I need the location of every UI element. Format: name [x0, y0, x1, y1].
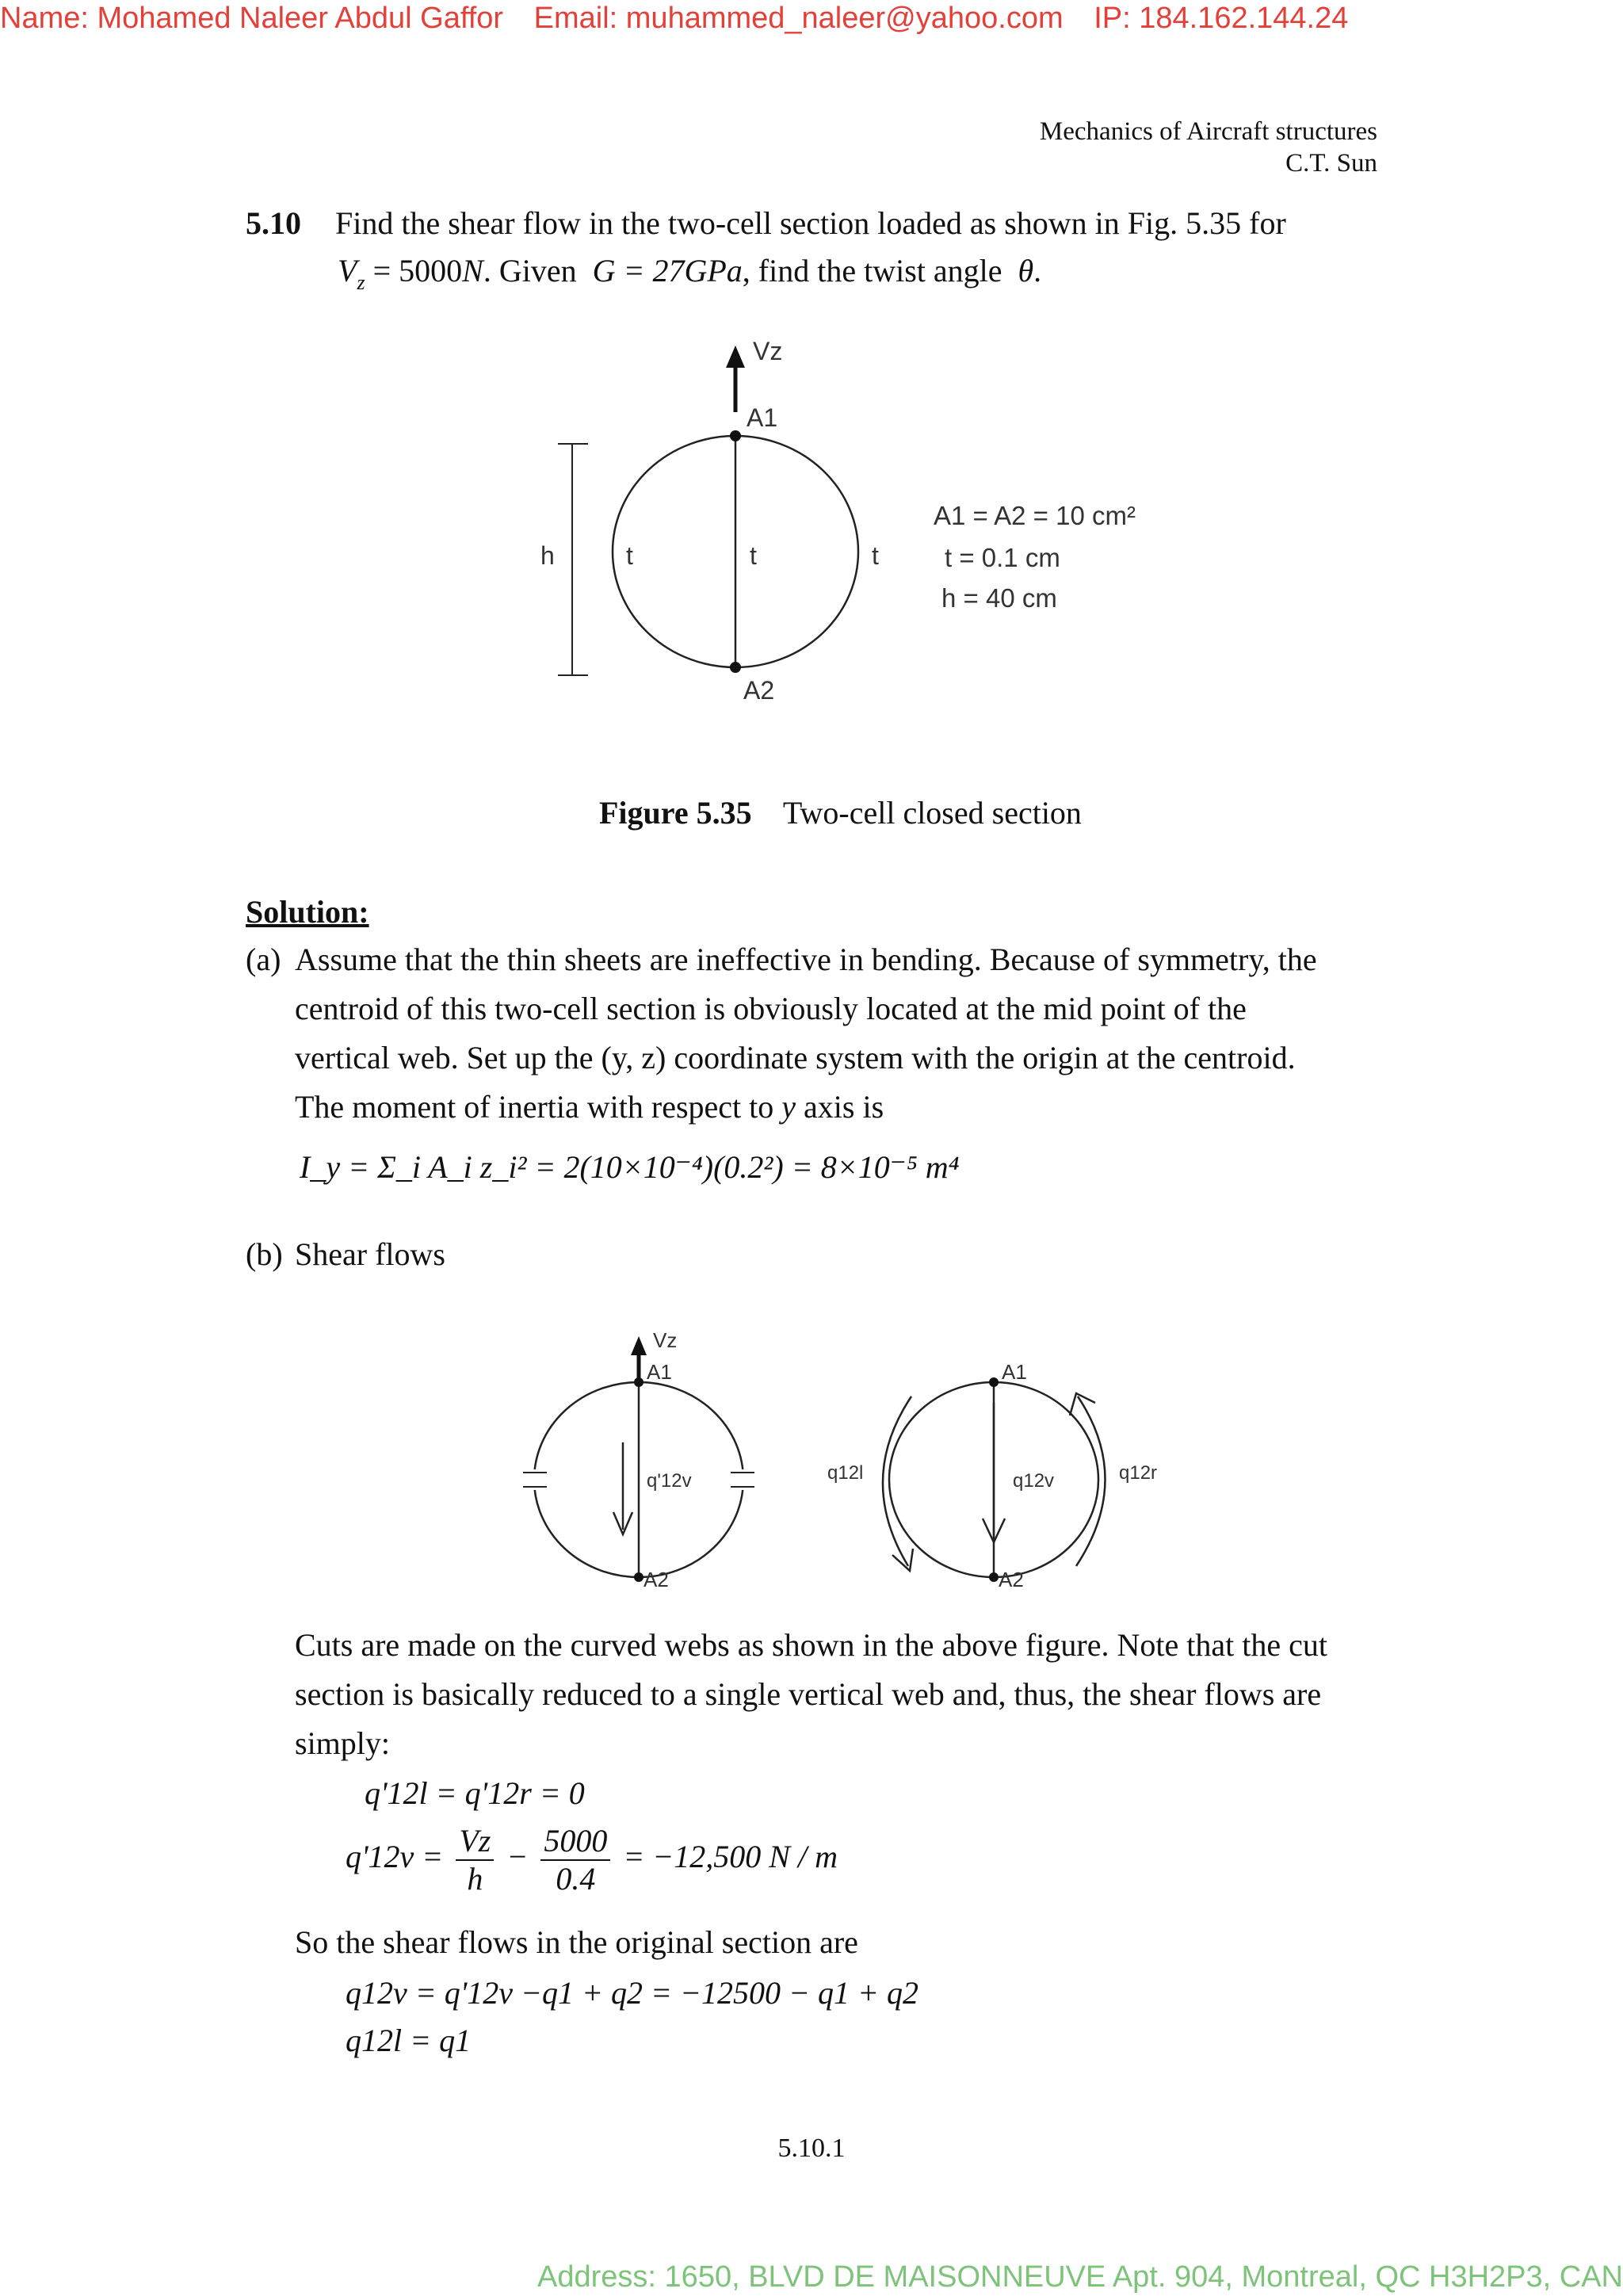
cuts-line3: simply:	[295, 1725, 391, 1761]
node-a1-label: A1	[747, 403, 778, 432]
equation-q12l: q12l = q1	[346, 2023, 472, 2058]
node-a2-label: A2	[643, 1568, 669, 1591]
load-arrow-head	[631, 1336, 647, 1355]
equation-web-flow: q'12v = $\frac{Vz}{h}$ − $\frac{5000}{0.4}$ = −12,500 N / m	[346, 1823, 838, 1897]
node-a1-label: A1	[1002, 1360, 1027, 1384]
original-section-line: So the shear flows in the original section are	[295, 1924, 858, 1960]
load-label: Vz	[653, 1328, 678, 1352]
part-a-line3: vertical web. Set up the (y, z) coordinate system with the origin at the centroid.	[295, 1040, 1296, 1075]
modulus-g: G = 27GPa	[592, 253, 743, 288]
boom-a1	[730, 430, 741, 441]
part-b-marker: (b)	[246, 1236, 283, 1272]
part-a-line4: The moment of inertia with respect to y axis is	[295, 1089, 884, 1125]
param-thickness: t = 0.1 cm	[945, 543, 1060, 572]
vz-value: = 5000	[372, 253, 463, 288]
node-a2-label: A2	[999, 1568, 1024, 1591]
book-title: Mechanics of Aircraft structures	[1039, 117, 1377, 146]
flow-arrow-right-cell	[1076, 1396, 1106, 1566]
page-number: 5.10.1	[777, 2134, 846, 2163]
q12l-label: q12l	[827, 1462, 864, 1484]
flow-arrow-left-cell	[883, 1396, 911, 1566]
node-a2-label: A2	[743, 676, 775, 705]
height-label: h	[540, 541, 555, 570]
cuts-line1: Cuts are made on the curved webs as shown in the above figure. Note that the cut	[295, 1627, 1327, 1663]
problem-line2: $V_z = 5000N$. Given G = 27GPa, find the twist angle θ.	[338, 253, 1042, 294]
q12r-label: q12r	[1119, 1462, 1158, 1484]
solution-heading: Solution:	[246, 894, 369, 930]
q12v-label: q12v	[1013, 1470, 1055, 1492]
boom-a2	[730, 662, 741, 673]
running-header	[1040, 116, 1377, 179]
watermark-name: Name: Mohamed Naleer Abdul Gaffor	[0, 2, 504, 35]
figure-title: Two-cell closed section	[782, 795, 1082, 831]
watermark-email: Email: muhammed_naleer@yahoo.com	[533, 2, 1064, 35]
param-areas: A1 = A2 = 10 cm²	[934, 501, 1136, 530]
fraction-5000-0.4: $\frac{5000}{0.4}$	[540, 1823, 610, 1897]
book-author: C.T. Sun	[1285, 149, 1377, 178]
figure-shear-flows	[507, 1300, 1189, 1601]
cuts-line2: section is basically reduced to a single vertical web and, thus, the shear flows are	[295, 1676, 1322, 1712]
part-a-line1: Assume that the thin sheets are ineffective in bending. Because of symmetry, the	[295, 942, 1317, 977]
load-label: Vz	[753, 337, 783, 365]
equation-cut-flows-zero: q'12l = q'12r = 0	[365, 1775, 585, 1811]
q12v-prime-label: q'12v	[647, 1470, 692, 1492]
equation-q12v: q12v = q'12v −q1 + q2 = −12500 − q1 + q2	[346, 1975, 919, 2011]
node-a1-label: A1	[647, 1360, 672, 1384]
thickness-right: t	[872, 541, 879, 570]
watermark-ip: IP: 184.162.144.24	[1094, 2, 1349, 35]
problem-line1: Find the shear flow in the two-cell section loaded as shown in Fig. 5.35 for	[335, 205, 1286, 241]
figure-number: Figure 5.35	[599, 795, 752, 831]
thickness-left: t	[626, 541, 633, 570]
fraction-vz-h: $\frac{Vz}{h}$	[456, 1823, 494, 1897]
part-a-marker: (a)	[246, 942, 281, 977]
figure-two-cell-section	[523, 333, 1220, 721]
watermark-top	[0, 2, 1370, 36]
thickness-web: t	[750, 541, 757, 570]
theta-symbol: θ	[1018, 253, 1034, 288]
part-b-title: Shear flows	[295, 1236, 445, 1272]
part-a-line2: centroid of this two-cell section is obviously located at the mid point of the	[295, 991, 1247, 1026]
moment-of-inertia-equation: I_y = Σ_i A_i z_i² = 2(10×10⁻⁴)(0.2²) = 8×10⁻⁵ m⁴	[300, 1149, 960, 1185]
load-arrow-head	[726, 346, 745, 368]
figure-caption	[599, 789, 1082, 838]
param-height: h = 40 cm	[941, 583, 1057, 613]
problem-number: 5.10	[246, 205, 301, 241]
watermark-address: Address: 1650, BLVD DE MAISONNEUVE Apt. 904, Montreal, QC H3H2P3, CAN	[537, 2260, 1623, 2294]
